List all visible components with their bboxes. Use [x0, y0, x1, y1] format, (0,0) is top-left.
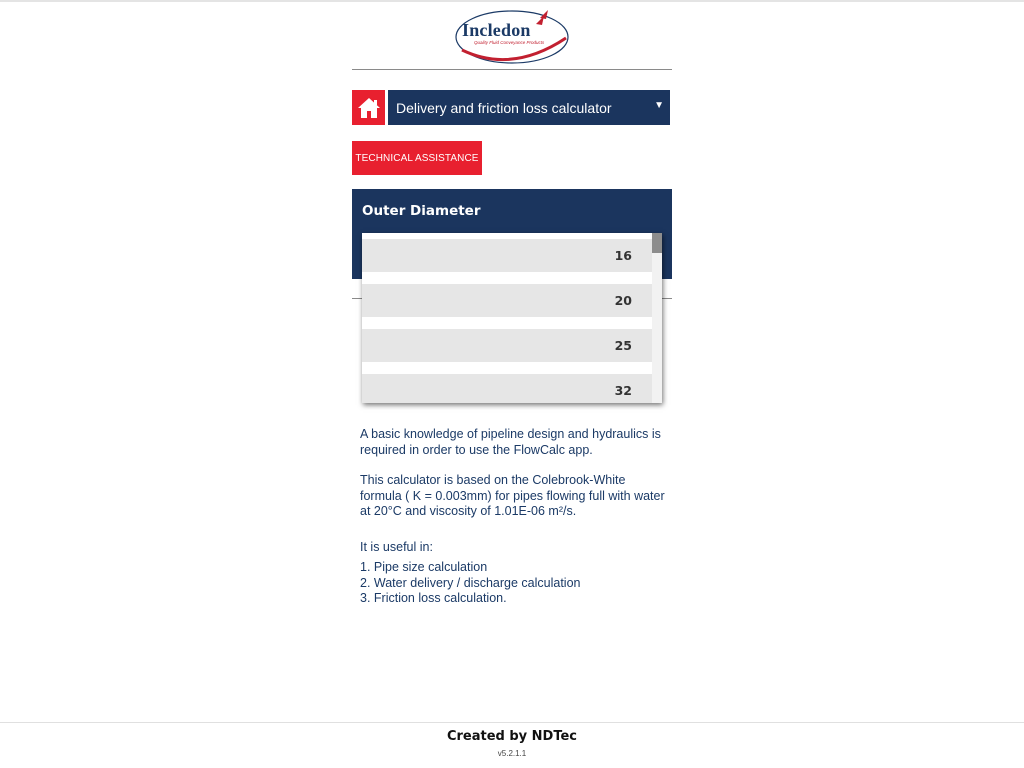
- footer-divider: [0, 722, 1024, 723]
- header-divider: [352, 69, 672, 70]
- basis-paragraph: This calculator is based on the Colebrook-White formula ( K = 0.003mm) for pipes flowing full with water at 20°C and viscosity of 1.01E-06 m²/s.: [360, 473, 665, 518]
- list-item: 2. Water delivery / discharge calculation: [360, 575, 581, 590]
- incledon-logo[interactable]: [452, 6, 572, 66]
- scrollbar-thumb[interactable]: [652, 233, 662, 253]
- diameter-option[interactable]: 20: [362, 284, 652, 317]
- version-label: v5.2.1.1: [497, 749, 527, 758]
- created-by-label: Created by NDTec: [446, 729, 578, 744]
- diameter-option[interactable]: 16: [362, 239, 652, 272]
- outer-diameter-dropdown[interactable]: [362, 233, 662, 403]
- dropdown-caret-icon: ▼: [654, 100, 664, 111]
- useful-heading-text: It is useful in:: [360, 540, 433, 554]
- useful-heading: [360, 540, 670, 556]
- home-icon: [356, 95, 382, 121]
- diameter-option[interactable]: 25: [362, 329, 652, 362]
- intro-paragraph: A basic knowledge of pipeline design and hydraulics is required in order to use the FlowCalc app.: [360, 427, 661, 457]
- uses-list: [360, 560, 670, 607]
- list-item: 1. Pipe size calculation: [360, 560, 488, 574]
- intro-text: [360, 427, 670, 458]
- home-button[interactable]: [352, 90, 385, 125]
- calculator-select[interactable]: [388, 90, 670, 125]
- logo-tagline: Quality Fluid Conveyance Products: [474, 40, 545, 45]
- calculator-select-value: Delivery and friction loss calculator: [396, 99, 612, 116]
- list-item: 3. Friction loss calculation.: [360, 591, 507, 605]
- logo-brand-name: Incledon: [462, 20, 531, 40]
- outer-diameter-title: Outer Diameter: [362, 203, 481, 219]
- diameter-option[interactable]: 32: [362, 374, 652, 403]
- top-border: [0, 0, 1024, 2]
- technical-assistance-button[interactable]: TECHNICAL ASSISTANCE: [352, 141, 482, 175]
- dropdown-scrollbar[interactable]: [652, 233, 662, 403]
- basis-text: [360, 473, 670, 520]
